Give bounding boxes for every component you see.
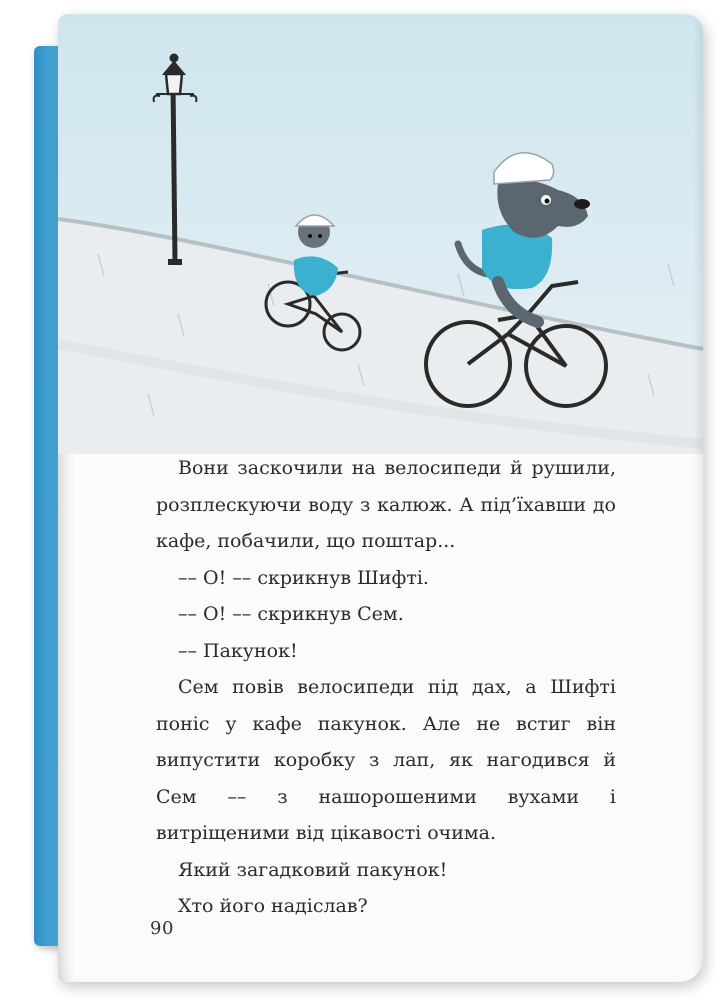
paragraph-1: Вони заскочили на велосипеди й рушили, розплескуючи воду з калюж. А під’їхавши до кафе, побачили, що поштар... [156,457,616,552]
paragraph-6: Який загадковий пакунок! [178,858,448,881]
paragraph-7: Хто його надіслав? [178,895,368,917]
paragraph-4: –– Пакунок! [178,639,298,662]
page-edge-shadow [693,14,703,982]
paragraph-2: –– О! –– скрикнув Шифті. [178,566,429,589]
page-number: 90 [150,918,174,939]
illustration-bike-ride [58,14,703,454]
paragraph-3: –– О! –– скрикнув Сем. [178,603,404,625]
book-page [58,14,703,982]
paragraph-5: Сем повів велосипеди під дах, а Шифті поніс у кафе пакунок. Але не встиг він випустити коробку з лап, як нагодився й Сем –– з нашорошеними вухами і витріщеними від цікавості очима. [156,676,616,844]
story-text [156,450,616,925]
